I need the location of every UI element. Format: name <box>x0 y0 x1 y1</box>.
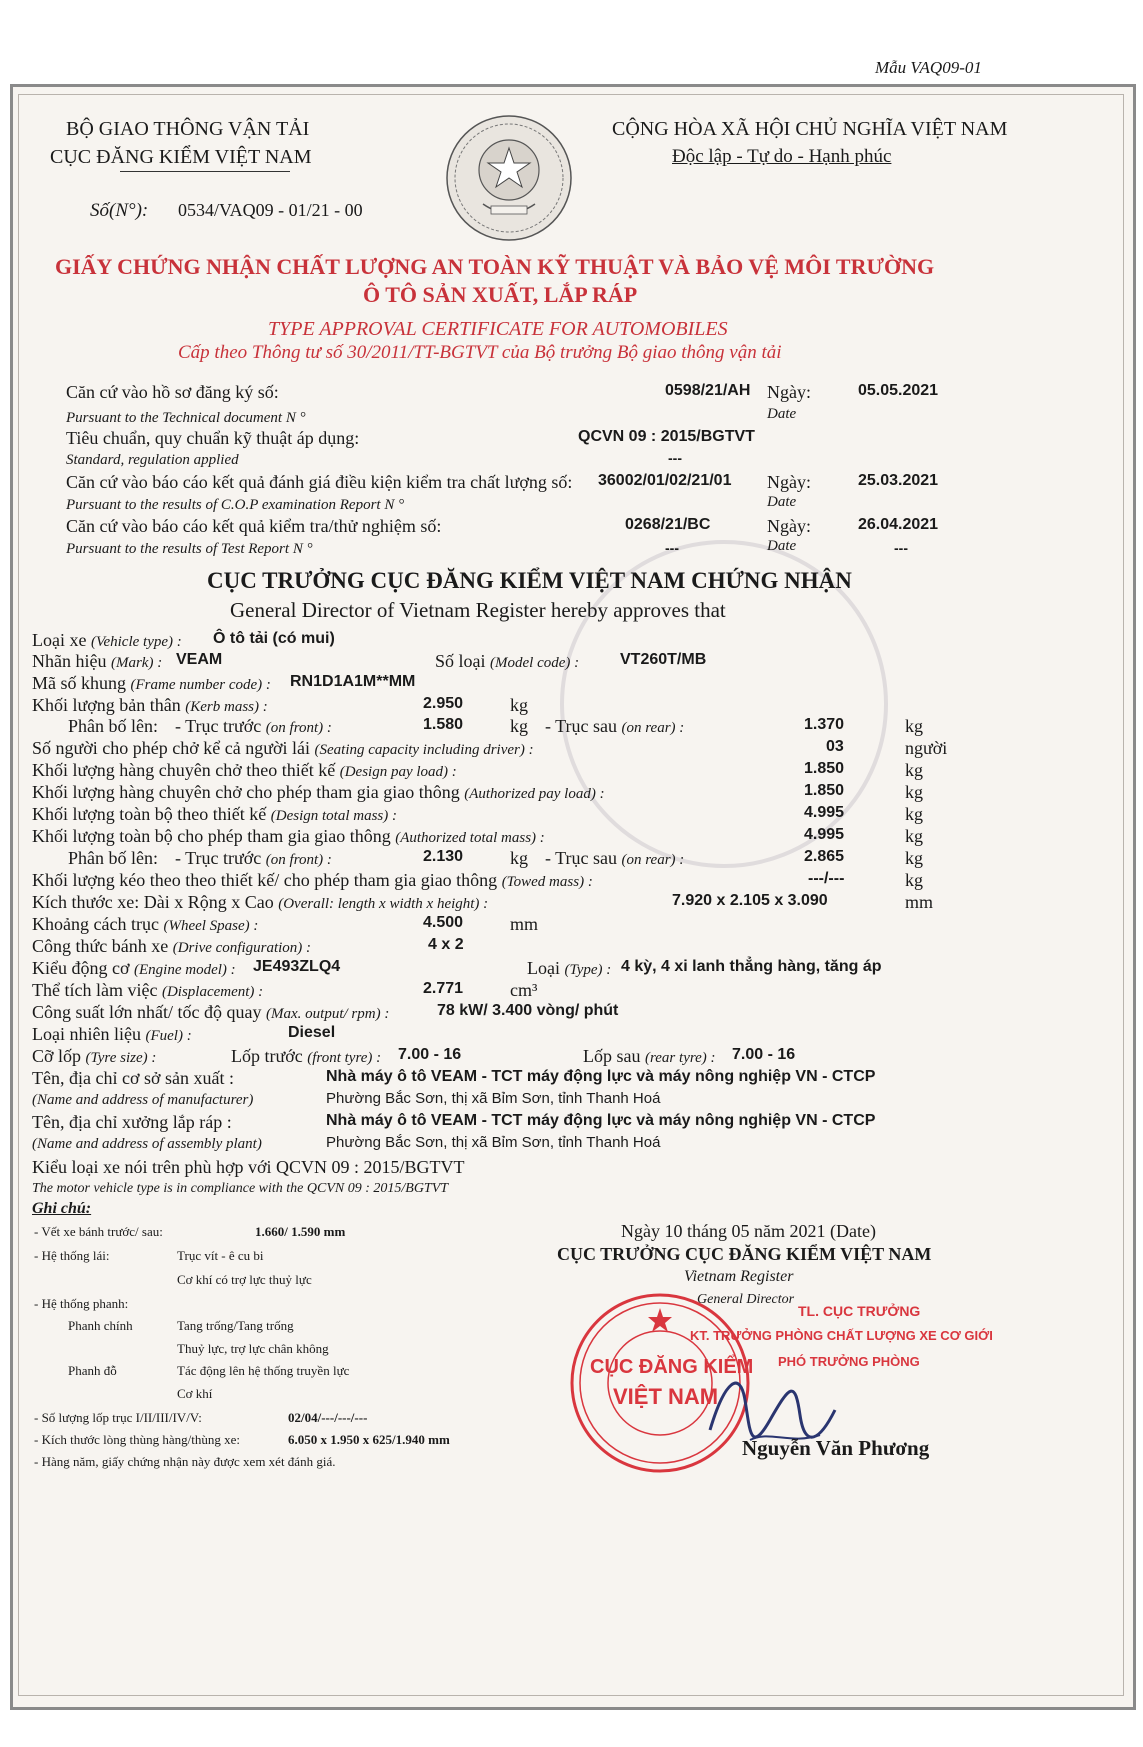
fuel-label: Loại nhiên liệu (Fuel) : <box>32 1024 192 1044</box>
number-label: Số(N°): <box>90 200 149 221</box>
design-pay-unit: kg <box>905 760 923 780</box>
sign-title: CỤC TRƯỞNG CỤC ĐĂNG KIỂM VIỆT NAM <box>557 1244 932 1264</box>
kerb-dist-label: Phân bố lên: <box>68 716 158 736</box>
frame-value: RN1D1A1M**MM <box>290 673 416 690</box>
note-main-brake: Phanh chính <box>68 1318 133 1333</box>
asm-address: Phường Bắc Sơn, thị xã Bỉm Sơn, tỉnh Thanh Hoá <box>326 1134 661 1151</box>
ref4-date-en: Date <box>767 538 797 554</box>
mark-value: VEAM <box>176 651 223 668</box>
note-park1: Tác động lên hệ thống truyền lực <box>177 1363 350 1378</box>
model-value: VT260T/MB <box>620 651 707 668</box>
mfr-label: Tên, địa chỉ cơ sở sản xuất : <box>32 1068 234 1088</box>
signer-name: Nguyễn Văn Phương <box>742 1436 930 1460</box>
engine-type-label: Loại (Type) : <box>527 958 612 978</box>
engine-label: Kiểu động cơ (Engine model) : <box>32 958 236 978</box>
approves-en: General Director of Vietnam Register hereby approves that <box>230 598 726 622</box>
sign-tl2: KT. TRƯỞNG PHÒNG CHẤT LƯỢNG XE CƠ GIỚI <box>690 1328 993 1343</box>
kerb-unit: kg <box>510 695 528 715</box>
asm-label: Tên, địa chỉ xưởng lắp ráp : <box>32 1112 232 1132</box>
note-track-value: 1.660/ 1.590 mm <box>255 1224 346 1239</box>
design-pay-value: 1.850 <box>804 760 845 777</box>
disp-label: Thể tích làm việc (Displacement) : <box>32 980 264 1000</box>
drive-value: 4 x 2 <box>428 936 464 953</box>
note-box-value: 6.050 x 1.950 x 625/1.940 mm <box>288 1432 450 1447</box>
auth-pay-value: 1.850 <box>804 782 845 799</box>
ref4-en: Pursuant to the results of Test Report N ° <box>66 541 313 557</box>
agency-underline <box>120 171 290 172</box>
disp-unit: cm³ <box>510 980 538 1000</box>
drive-label: Công thức bánh xe (Drive configuration) : <box>32 936 312 956</box>
power-label: Công suất lớn nhất/ tốc độ quay (Max. output/ rpm) : <box>32 1002 390 1022</box>
ref4-value2: --- <box>665 540 679 556</box>
tyre-label: Cỡ lốp (Tyre size) : <box>32 1046 157 1066</box>
total-front-value: 2.130 <box>423 848 464 865</box>
vehicle-type-label: Loại xe (Vehicle type) : <box>32 630 182 650</box>
total-rear-label: - Trục sau (on rear) : <box>545 848 685 868</box>
ref1-date: 05.05.2021 <box>858 382 939 399</box>
fuel-value: Diesel <box>288 1024 336 1041</box>
republic-name: CỘNG HÒA XÃ HỘI CHỦ NGHĨA VIỆT NAM <box>612 118 1008 140</box>
towed-unit: kg <box>905 870 923 890</box>
form-code: Mẫu VAQ09-01 <box>875 58 982 77</box>
ref4-label: Căn cứ vào báo cáo kết quả kiểm tra/thử nghiệm số: <box>66 516 442 536</box>
ref4-date: 26.04.2021 <box>858 516 939 533</box>
note-track-label: - Vết xe bánh trước/ sau: <box>34 1224 163 1239</box>
seat-label: Số người cho phép chở kể cả người lái (Seating capacity including driver) : <box>32 738 534 758</box>
ref3-en: Pursuant to the results of C.O.P examination Report N ° <box>66 497 405 513</box>
note-main1: Tang trống/Tang trống <box>177 1318 294 1333</box>
design-total-value: 4.995 <box>804 804 845 821</box>
seat-value: 03 <box>826 738 844 755</box>
title-line1: GIẤY CHỨNG NHẬN CHẤT LƯỢNG AN TOÀN KỸ THUẬT VÀ BẢO VỆ MÔI TRƯỜNG <box>55 254 935 279</box>
kerb-value: 2.950 <box>423 695 464 712</box>
total-rear-unit: kg <box>905 848 923 868</box>
engine-value: JE493ZLQ4 <box>253 958 341 975</box>
stamp-center2: VIỆT NAM <box>613 1384 719 1409</box>
kerb-front-unit: kg <box>510 716 528 736</box>
note-park2: Cơ khí <box>177 1386 213 1401</box>
number-value: 0534/VAQ09 - 01/21 - 00 <box>178 200 363 220</box>
kerb-label: Khối lượng bản thân (Kerb mass) : <box>32 695 268 715</box>
kerb-rear-value: 1.370 <box>804 716 845 733</box>
note-tyres-label: - Số lượng lốp trục I/II/III/IV/V: <box>34 1410 202 1425</box>
note-box-label: - Kích thước lòng thùng hàng/thùng xe: <box>34 1432 241 1447</box>
sign-en1: Vietnam Register <box>684 1268 794 1285</box>
towed-label: Khối lượng kéo theo theo thiết kế/ cho phép tham gia giao thông (Towed mass) : <box>32 870 593 890</box>
title-line4: Cấp theo Thông tư số 30/2011/TT-BGTVT của Bộ trưởng Bộ giao thông vận tải <box>178 342 782 363</box>
comply-vn: Kiểu loại xe nói trên phù hợp với QCVN 09 : 2015/BGTVT <box>32 1157 465 1177</box>
note-brake-label: - Hệ thống phanh: <box>34 1296 129 1311</box>
note-steer-label: - Hệ thống lái: <box>34 1248 110 1263</box>
auth-total-unit: kg <box>905 826 923 846</box>
kerb-rear-label: - Trục sau (on rear) : <box>545 716 685 736</box>
total-front-unit: kg <box>510 848 528 868</box>
note-steer1: Trục vít - ê cu bi <box>177 1248 264 1263</box>
ref2-label: Tiêu chuẩn, quy chuẩn kỹ thuật áp dụng: <box>66 428 360 448</box>
tyre-rear-label: Lốp sau (rear tyre) : <box>583 1046 716 1066</box>
national-emblem-icon <box>443 112 575 244</box>
dim-value: 7.920 x 2.105 x 3.090 <box>672 892 828 909</box>
asm-name: Nhà máy ô tô VEAM - TCT máy động lực và máy nông nghiệp VN - CTCP <box>326 1112 876 1129</box>
auth-pay-unit: kg <box>905 782 923 802</box>
ref3-label: Căn cứ vào báo cáo kết quả đánh giá điều kiện kiểm tra chất lượng số: <box>66 472 573 492</box>
ref2-value: QCVN 09 : 2015/BGTVT <box>578 428 755 445</box>
note-tyres-value: 02/04/---/---/--- <box>288 1410 368 1425</box>
ref1-en: Pursuant to the Technical document N ° <box>66 410 306 426</box>
auth-total-label: Khối lượng toàn bộ cho phép tham gia giao thông (Authorized total mass) : <box>32 826 545 846</box>
disp-value: 2.771 <box>423 980 464 997</box>
sign-date: Ngày 10 tháng 05 năm 2021 (Date) <box>621 1221 876 1241</box>
sign-tl3: PHÓ TRƯỞNG PHÒNG <box>778 1354 920 1369</box>
seat-unit: người <box>905 738 948 758</box>
engine-type-value: 4 kỳ, 4 xi lanh thẳng hàng, tăng áp <box>621 958 882 975</box>
mfr-address: Phường Bắc Sơn, thị xã Bỉm Sơn, tỉnh Thanh Hoá <box>326 1090 661 1107</box>
auth-total-value: 4.995 <box>804 826 845 843</box>
wheel-label: Khoảng cách trục (Wheel Spase) : <box>32 914 259 934</box>
ref2-value2: --- <box>668 450 682 466</box>
note-main2: Thuỷ lực, trợ lực chân không <box>177 1341 329 1356</box>
title-line3: TYPE APPROVAL CERTIFICATE FOR AUTOMOBILES <box>268 318 728 340</box>
title-line2: Ô TÔ SẢN XUẤT, LẮP RÁP <box>363 282 638 307</box>
ref3-date-label: Ngày: <box>767 472 811 492</box>
motto: Độc lập - Tự do - Hạnh phúc <box>672 146 892 167</box>
kerb-front-label: - Trục trước (on front) : <box>175 716 332 736</box>
agency-name: CỤC ĐĂNG KIỂM VIỆT NAM <box>50 146 312 168</box>
ref3-date: 25.03.2021 <box>858 472 939 489</box>
kerb-front-value: 1.580 <box>423 716 464 733</box>
ref3-value: 36002/01/02/21/01 <box>598 472 732 489</box>
sign-en2: General Director <box>697 1292 795 1307</box>
note-annual: - Hàng năm, giấy chứng nhận này được xem xét đánh giá. <box>34 1454 336 1469</box>
ref1-date-en: Date <box>767 406 797 422</box>
note-park-brake: Phanh đỗ <box>68 1363 117 1378</box>
power-value: 78 kW/ 3.400 vòng/ phút <box>437 1002 619 1019</box>
ministry-name: BỘ GIAO THÔNG VẬN TẢI <box>66 118 310 140</box>
tyre-rear-value: 7.00 - 16 <box>732 1046 796 1063</box>
ref4-date-label: Ngày: <box>767 516 811 536</box>
mfr-en: (Name and address of manufacturer) <box>32 1092 254 1108</box>
ref1-label: Căn cứ vào hồ sơ đăng ký số: <box>66 382 279 402</box>
ref1-date-label: Ngày: <box>767 382 811 402</box>
dim-unit: mm <box>905 892 934 912</box>
comply-en: The motor vehicle type is in compliance with the QCVN 09 : 2015/BGTVT <box>32 1181 449 1196</box>
frame-label: Mã số khung (Frame number code) : <box>32 673 271 693</box>
stamp-center1: CỤC ĐĂNG KIỂM <box>590 1356 754 1378</box>
mfr-name: Nhà máy ô tô VEAM - TCT máy động lực và máy nông nghiệp VN - CTCP <box>326 1068 876 1085</box>
kerb-rear-unit: kg <box>905 716 923 736</box>
wheel-value: 4.500 <box>423 914 464 931</box>
design-total-unit: kg <box>905 804 923 824</box>
tyre-front-label: Lốp trước (front tyre) : <box>231 1046 382 1066</box>
ref2-en: Standard, regulation applied <box>66 452 239 468</box>
model-label: Số loại (Model code) : <box>435 651 580 671</box>
total-front-label: - Trục trước (on front) : <box>175 848 332 868</box>
mark-label: Nhãn hiệu (Mark) : <box>32 651 163 671</box>
wheel-unit: mm <box>510 914 539 934</box>
ref4-date2: --- <box>894 540 908 556</box>
ref3-date-en: Date <box>767 494 797 510</box>
total-rear-value: 2.865 <box>804 848 845 865</box>
auth-pay-label: Khối lượng hàng chuyên chở cho phép tham gia giao thông (Authorized pay load) : <box>32 782 605 802</box>
vehicle-type-value: Ô tô tải (có mui) <box>213 630 335 647</box>
tyre-front-value: 7.00 - 16 <box>398 1046 462 1063</box>
design-total-label: Khối lượng toàn bộ theo thiết kế (Design total mass) : <box>32 804 397 824</box>
sign-tl1: TL. CỤC TRƯỞNG <box>798 1303 921 1319</box>
asm-en: (Name and address of assembly plant) <box>32 1136 262 1152</box>
note-steer2: Cơ khí có trợ lực thuỷ lực <box>177 1272 312 1287</box>
dim-label: Kích thước xe: Dài x Rộng x Cao (Overall: length x width x height) : <box>32 892 489 912</box>
design-pay-label: Khối lượng hàng chuyên chở theo thiết kế (Design pay load) : <box>32 760 457 780</box>
ref4-value: 0268/21/BC <box>625 516 711 533</box>
ref1-value: 0598/21/AH <box>665 382 751 399</box>
total-dist-label: Phân bố lên: <box>68 848 158 868</box>
approves-vn: CỤC TRƯỞNG CỤC ĐĂNG KIỂM VIỆT NAM CHỨNG NHẬN <box>207 568 852 593</box>
notes-title: Ghi chú: <box>32 1200 92 1217</box>
towed-value: ---/--- <box>808 870 845 887</box>
